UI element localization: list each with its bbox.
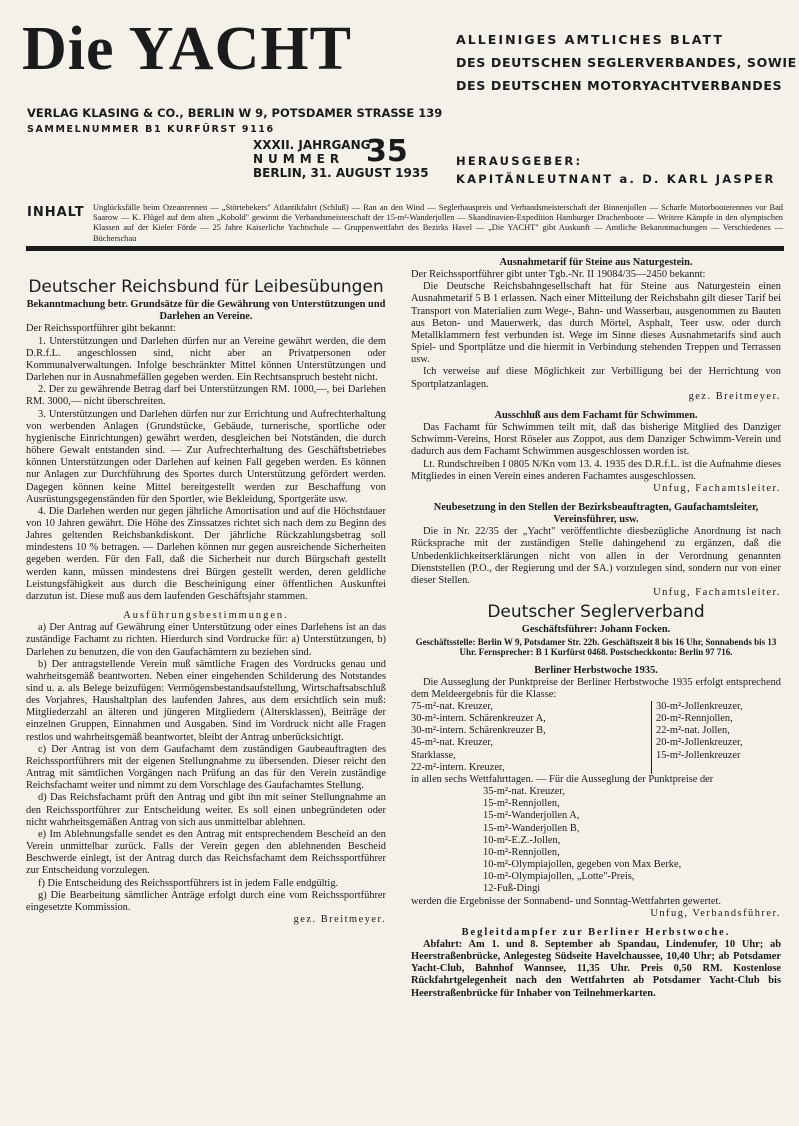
class-item: 30-m²-intern. Schärenkreuzer B, (411, 725, 546, 737)
header-rule (26, 246, 784, 251)
masthead-title: Die YACHT (22, 15, 352, 83)
class-item: 10-m²-Rennjollen, (483, 846, 560, 858)
section-heading: Neubesetzung in den Stellen der Bezirksbeauftragten, Gaufachamtsleiter, Vereinsführer, usw. (433, 501, 759, 526)
paragraph: Ich verweise auf diese Möglichkeit zur Verbilligung bei der Herrichtung von Sportplatzanlagen. (411, 366, 781, 390)
signature: Unfug, Fachamtsleiter. (653, 587, 781, 599)
section-heading: Ausschluß aus dem Fachamt für Schwimmen. (494, 409, 698, 421)
intro-text: Der Reichssportführer gibt unter Tgb.-Nr. II 19084/35—2450 bekannt: (411, 269, 706, 281)
class-item: 15-m²-Wanderjollen B, (483, 822, 580, 834)
intro-text: Der Reichssportführer gibt bekannt: (26, 323, 176, 335)
paragraph: Die Deutsche Reichsbahngesellschaft hat für Steine aus Naturgestein einen Ausnahmetarif 5 B 1 erlassen. Nach einer Mitteilung der Reichsbahn gilt dieser Tarif bei Transport von Materialien zum Wege-, Bahn- und Wasserbau, ausgenommen zu Bauten aus Beton- und Mauerwerk, das durch Mörtel, Asphalt, Teer usw. oder durch Metallklammern fest verbunden ist. Wege im Sinne dieses Ausnahmetarifs sind auch Spiel- und Sportplätze und die hiermit in Verbindung stehenden Treppen und Terrassen usw. (411, 281, 781, 366)
issue-number: 35 (366, 134, 408, 169)
official-line: DES DEUTSCHEN SEGLERVERBANDES, SOWIE (456, 55, 797, 70)
class-item: 20-m²-Rennjollen, (656, 713, 733, 725)
class-item: 35-m²-nat. Kreuzer, (483, 786, 566, 798)
paragraph: 2. Der zu gewährende Betrag darf bei Unterstützungen RM. 1000,—, bei Darlehen RM. 3000,— nicht überschreiten. (26, 384, 386, 408)
class-item: 10-m²-E.Z.-Jollen, (483, 834, 561, 846)
manager-line: Geschäftsführer: Johann Focken. (521, 624, 671, 636)
paragraph: a) Der Antrag auf Gewährung einer Unterstützung oder eines Darlehens ist an das zuständige Fachamt zu richten. Hierdurch sind Vordrucke für: a) Unterstützungen, b) Darlehen zu benutzen, die von den Gaufachämtern zu beziehen sind. (26, 622, 386, 658)
article-heading: Deutscher Reichsbund für Leibesübungen (28, 277, 384, 297)
issue-date: BERLIN, 31. AUGUST 1935 (253, 166, 429, 180)
class-list-right (651, 701, 781, 774)
contents-label: INHALT (27, 205, 85, 220)
class-table (411, 701, 781, 774)
class-item: 22-m²-intern. Kreuzer, (411, 761, 505, 773)
section-heading: Ausführungsbestimmungen. (123, 610, 289, 622)
class-item: 10-m²-Olympiajollen, gegeben von Max Berke, (483, 859, 682, 871)
class-item: 10-m²-Olympiajollen, „Lotte"-Preis, (483, 871, 635, 883)
number-label: NUMMER (253, 152, 345, 166)
publisher-line: VERLAG KLASING & CO., BERLIN W 9, POTSDAMER STRASSE 139 (27, 106, 443, 120)
section-heading: Ausnahmetarif für Steine aus Naturgestein. (499, 257, 693, 268)
signature: gez. Breitmeyer. (688, 390, 781, 402)
paragraph: 3. Unterstützungen und Darlehen dürfen nur zur Errichtung und Aufrechterhaltung von werbenden Anlagen (Grundstücke, Gebäude, turnerische, sportliche oder hygienische Einrichtungen) gewährt werden, desgleichen bei Notständen, die durch höhere Gewalt entstanden sind. — Zur Aufrechterhaltung des Geschäftsbetriebes können Unterstützungen oder Darlehen auf keinen Fall gegeben werden. Es können nur Anlagen zur Durchführung des Sportes durch Unterstützung gefördert werden. Dagegen können keine Mittel bereitgestellt werden zur Beschaffung von Ausrüstungsgegenständen für den Sportler, wie Bekleidung, Sportgeräte usw. (26, 408, 386, 505)
class-list-second (411, 786, 781, 895)
paragraph: g) Die Bearbeitung sämtlicher Anträge erfolgt durch eine vom Reichssportführer eingesetzte Kommission. (26, 889, 386, 913)
class-item: 30-m²-intern. Schärenkreuzer A, (411, 713, 546, 725)
contents-text: Unglücksfälle beim Ozeanrennen — „Störtebekers" Atlantikfahrt (Schluß) — Ran an den Wind — Seglerhauspreis und Verbandsmeisterschaft der Binnenjollen — Scharfe Motorbooterennen vor Bad Saarow — K. Flügel auf dem alten „Kobold" gewinnt die Verbandsmeisterschaft der 15-m²-Wanderjollen — Skandinavien-Expedition Hamburger Drachenboote — Weitere Kämpfe in den olympischen Klassen auf der Kieler Förde — 25 Jahre Kaiserliche Yachtschule — Gruppenwettfahrt des Bezirks Havel — „Die YACHT" gibt Auskunft — Amtliche Bekanntmachungen — Verschiedenes — Bücherschau (93, 203, 783, 243)
paragraph: Lt. Rundschreiben I 0805 N/Kn vom 13. 4. 1935 des D.R.f.L. ist die Aufnahme dieses Mitgliedes in einen Verein eines anderen Fachamtes ausgeschlossen. (411, 458, 781, 482)
class-item: 15-m²-Rennjollen, (483, 798, 560, 810)
editor-name: KAPITÄNLEUTNANT a. D. KARL JASPER (456, 172, 776, 186)
left-column (26, 277, 386, 926)
paragraph: in allen sechs Wettfahrttagen. — Für die Ausseglung der Punktpreise der (411, 773, 714, 785)
paragraph: Das Fachamt für Schwimmen teilt mit, daß das bisherige Mitglied des Danziger Schwimm-Vereins, Horst Röseler aus Zoppot, aus dem Danziger Schwimm-Verein und dadurch aus dem Fachamt Schwimmen ausgeschlossen worden ist. (411, 422, 781, 458)
signature: Unfug, Verbandsführer. (650, 907, 781, 919)
class-item: 15-m²-Wanderjollen A, (483, 810, 580, 822)
paragraph: Die Ausseglung der Punktpreise der Berliner Herbstwoche 1935 erfolgt entsprechend dem Meldeergebnis für die Klasse: (411, 676, 781, 700)
paragraph: werden die Ergebnisse der Sonnabend- und Sonntag-Wettfahrten gewertet. (411, 895, 722, 907)
section-title: Deutscher Seglerverband (487, 602, 705, 623)
volume: XXXII. JAHRGANG (253, 138, 371, 152)
paragraph: d) Das Reichsfachamt prüft den Antrag und gibt ihn mit seiner Stellungnahme an den Reichssportführer zur Entscheidung weiter. Es soll einen unbegründeten oder nicht wahrheitsgemäßen Antrag von sich aus unmittelbar ablehnen. (26, 792, 386, 828)
class-item: 12-Fuß-Dingi (483, 883, 541, 895)
class-item: Starklasse, (411, 749, 456, 761)
class-item: 45-m²-nat. Kreuzer, (411, 737, 494, 749)
signature: Unfug, Fachamtsleiter. (653, 482, 781, 494)
class-item: 75-m²-nat. Kreuzer, (411, 701, 494, 712)
section-heading: Begleitdampfer zur Berliner Herbstwoche. (461, 926, 731, 938)
paragraph: c) Der Antrag ist von dem Gaufachamt dem zuständigen Gaubeauftragten des Reichssportführers mit der eigenen Stellungnahme zu übersenden. Dieser reicht den Antrag mit sämtlichen Vorgängen nach Prüfung an das für den Verein zuständige Reichsfachamt weiter und nimmt zu dem Vorschlage des Gaufachamtes Stellung. (26, 743, 386, 792)
section-heading: Berliner Herbstwoche 1935. (534, 664, 658, 676)
right-column (411, 257, 781, 1000)
class-item: 15-m²-Jollenkreuzer (656, 749, 741, 761)
office-info: Geschäftsstelle: Berlin W 9, Potsdamer Str. 22b. Geschäftszeit 8 bis 16 Uhr, Sonnabends bis 13 Uhr. Fernsprecher: B 1 Kurfürst 0468. Postscheckkonto: Berlin 97 716. (415, 636, 777, 658)
paragraph: f) Die Entscheidung des Reichssportführers ist in jedem Falle endgültig. (38, 877, 339, 889)
class-list-left (411, 701, 641, 774)
paragraph: 4. Die Darlehen werden nur gegen jährliche Amortisation und auf die Höchstdauer von 10 Jahren gewährt. Die Höhe des Zinssatzes richtet sich nach dem zu Beginn des Jahres geltenden Reichsbankdiskont. Der jährliche Rückzahlungsbetrag soll mindestens 10 % betragen. — Darlehen können nur gegen ausreichende Sicherheiten gegeben werden. Für den Fall, daß die Sicherheit nur durch Bürgschaft gestellt werden kann, müssen mindestens drei Bürgen gestellt werden, deren geldliche Leistungsfähigkeit aus durch die Bescheinigung einer öffentlichen Auskunftei darzutun ist. Diese muß aus dem laufenden Geschäftsjahr stammen. (26, 505, 386, 602)
class-item: 22-m²-nat. Jollen, (656, 725, 730, 737)
editor-label: HERAUSGEBER: (456, 154, 583, 168)
official-line: DES DEUTSCHEN MOTORYACHTVERBANDES (456, 78, 783, 93)
phone-line: SAMMELNUMMER B1 KURFÜRST 9116 (27, 124, 275, 135)
official-gazette-note (456, 28, 797, 97)
paragraph: Die in Nr. 22/35 der „Yacht" veröffentlichte diesbezügliche Anordnung ist nach Rücksprache mit der zuständigen Stelle dahingehend zu ergänzen, daß die Unbedenklichkeitserklärungen nicht von allen in der Verordnung genannten Dienststellen (P.O., der Regierung und der SA.) vorzulegen sind, sondern nur von einer dieser Stellen. (411, 526, 781, 586)
article-subheading: Bekanntmachung betr. Grundsätze für die Gewährung von Unterstützungen und Darlehen an Vereine. (26, 299, 386, 323)
editor-block (456, 152, 776, 188)
paragraph: e) Im Ablehnungsfalle sendet es den Antrag mit entsprechendem Bescheid an den Verein unmittelbar zurück. Falls der Verein gegen den ablehnenden Bescheid Beschwerde einlegt, ist der Antrag durch das Reichsfachamt dem Reichssportführer zur Entscheidung vorzulegen. (26, 828, 386, 877)
signature: gez. Breitmeyer. (293, 913, 386, 925)
official-line: ALLEINIGES AMTLICHES BLATT (456, 32, 724, 47)
paragraph: Abfahrt: Am 1. und 8. September ab Spandau, Lindenufer, 10 Uhr; ab Heerstraßenbrücke, Anlegesteg Südseite Havelchaussee, 10,40 Uhr; ab Potsdamer Yacht-Club, Bahnhof Wannsee, 11,35 Uhr. Preis 0,50 RM. Kostenlose Rückfahrtgelegenheit nach den Wettfahrten ab Potsdamer Yacht-Club bis Heerstraßenbrücke für Inhaber von Teilnehmerkarten. (411, 938, 781, 999)
paragraph: b) Der antragstellende Verein muß sämtliche Fragen des Vordrucks genau und wahrheitsgemäß beantworten. Neben einer eingehenden Schilderung des Notstandes sind u. a. als Belege beizufügen: Vermögensbestandsaufstellung, Wirtschaftsabschluß des Vorjahres, Haushaltplan des laufenden Jahres, aus dem ersichtlich sein muß: Mitgliederzahl an älteren und jüngeren Mitgliedern (Altersklassen), Beiträge der einzelnen Gruppen, Einnahmen und Ausgaben. Sind im Vordruck nicht alle Fragen restlos und wahrheitsgemäß beantwortet, bleibt der Antrag unberücksichtigt. (26, 658, 386, 743)
class-item: 30-m²-Jollenkreuzer, (656, 701, 743, 712)
class-item: 20-m²-Jollenkreuzer, (656, 737, 743, 749)
paragraph: 1. Unterstützungen und Darlehen dürfen nur an Vereine gewährt werden, die dem D.R.f.L. angeschlossen sind, nicht aber an Privatpersonen oder Kommunalverwaltungen. Infolge beschränkter Mittel können Unterstützungen und Darlehen nur in Ausnahmefällen gegeben werden. Ein Rechtsanspruch besteht nicht. (26, 335, 386, 384)
